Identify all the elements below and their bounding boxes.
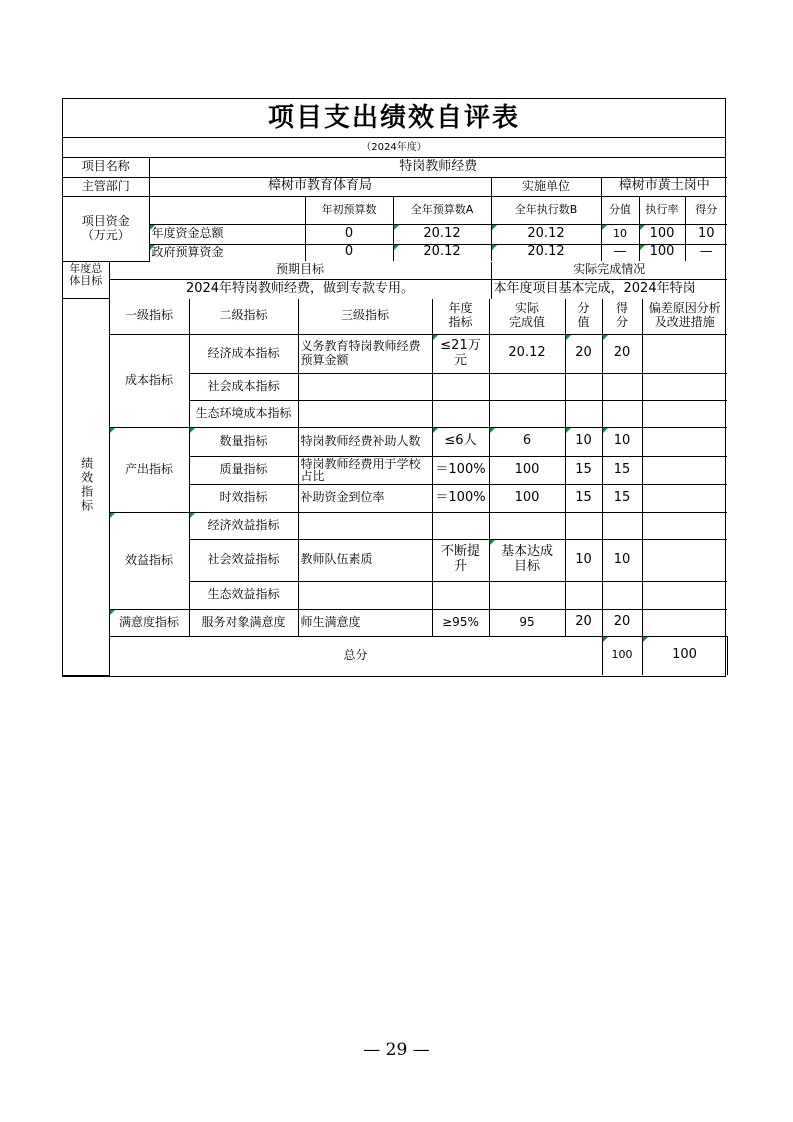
level1-benefit: 效益指标 bbox=[109, 512, 189, 609]
fund-row-gov-score-value: — bbox=[601, 244, 639, 261]
level2-satisfaction: 服务对象满意度 bbox=[189, 609, 298, 636]
actual-econ-cost: 20.12 bbox=[489, 334, 565, 373]
level2-eco-cost: 生态环境成本指标 bbox=[189, 400, 298, 427]
deviation-econ-cost bbox=[642, 334, 727, 373]
deviation-timeliness bbox=[642, 484, 727, 512]
evaluation-sheet bbox=[62, 98, 726, 677]
value-timeliness: 15 bbox=[565, 484, 602, 512]
l3-satisfaction: 师生满意度 bbox=[298, 609, 432, 636]
page-number: — 29 — bbox=[363, 1040, 430, 1060]
value-social-benefit: 10 bbox=[565, 539, 602, 581]
perf-header-l2: 二级指标 bbox=[189, 299, 298, 334]
target-social-benefit: 不断提升 bbox=[432, 539, 489, 581]
l3-econ-cost: 义务教育特岗教师经费预算金额 bbox=[298, 334, 432, 373]
expected-goal-label: 预期目标 bbox=[109, 262, 491, 280]
fund-row-total-rate: 100 bbox=[639, 224, 685, 244]
level1-satisfaction: 满意度指标 bbox=[109, 609, 189, 636]
total-label: 总分 bbox=[109, 636, 602, 675]
level2-social-benefit: 社会效益指标 bbox=[189, 539, 298, 581]
deviation-satisfaction bbox=[642, 609, 727, 636]
value-econ-cost: 20 bbox=[565, 334, 602, 373]
project-name-value: 特岗教师经费 bbox=[149, 158, 727, 177]
perf-header-actual: 实际 完成值 bbox=[489, 299, 565, 334]
score-timeliness: 15 bbox=[602, 484, 642, 512]
dept-value: 樟树市教育体育局 bbox=[149, 177, 491, 196]
level1-cost: 成本指标 bbox=[109, 334, 189, 427]
fund-row-gov-executed: 20.12 bbox=[491, 244, 601, 261]
score-econ-cost: 20 bbox=[602, 334, 642, 373]
dept-label: 主管部门 bbox=[63, 177, 149, 196]
score-quality: 15 bbox=[602, 456, 642, 484]
fund-header-annual: 全年预算数A bbox=[393, 196, 491, 224]
target-timeliness: ＝100% bbox=[432, 484, 489, 512]
fund-row-gov-score: — bbox=[685, 244, 727, 261]
perf-label: 绩效指标 bbox=[79, 456, 94, 513]
fund-row-gov-rate: 100 bbox=[639, 244, 685, 261]
l3-eco-cost bbox=[298, 400, 432, 427]
fund-row-gov-annual: 20.12 bbox=[393, 244, 491, 261]
perf-header-l1: 一级指标 bbox=[109, 299, 189, 334]
target-econ-cost: ≤21万元 bbox=[432, 334, 489, 373]
impl-value: 樟树市黄土岗中 bbox=[601, 177, 727, 196]
score-satisfaction: 20 bbox=[602, 609, 642, 636]
actual-value: 本年度项目基本完成，2024年特岗 bbox=[491, 280, 727, 299]
target-quantity: ≤6人 bbox=[432, 427, 489, 456]
level2-quality: 质量指标 bbox=[189, 456, 298, 484]
level2-timeliness: 时效指标 bbox=[189, 484, 298, 512]
fund-header-initial: 年初预算数 bbox=[305, 196, 393, 224]
level1-output: 产出指标 bbox=[109, 427, 189, 512]
perf-label-cell bbox=[63, 299, 109, 675]
perf-header-value: 分 值 bbox=[565, 299, 602, 334]
actual-label: 实际完成情况 bbox=[491, 262, 727, 280]
goal-table bbox=[63, 262, 727, 300]
l3-eco-benefit bbox=[298, 581, 432, 609]
actual-quantity: 6 bbox=[489, 427, 565, 456]
perf-header-deviation: 偏差原因分析 及改进措施 bbox=[642, 299, 727, 334]
fund-row-gov-label: 政府预算资金 bbox=[149, 244, 305, 261]
page-title: 项目支出绩效自评表 bbox=[63, 99, 725, 138]
fund-row-gov-initial: 0 bbox=[305, 244, 393, 261]
value-quantity: 10 bbox=[565, 427, 602, 456]
l3-social-cost bbox=[298, 373, 432, 400]
fund-header-blank bbox=[149, 196, 305, 224]
perf-header-target: 年度 指标 bbox=[432, 299, 489, 334]
level2-econ-benefit: 经济效益指标 bbox=[189, 512, 298, 539]
actual-satisfaction: 95 bbox=[489, 609, 565, 636]
expected-goal-value: 2024年特岗教师经费，做到专款专用。 bbox=[109, 280, 491, 299]
level2-econ-cost: 经济成本指标 bbox=[189, 334, 298, 373]
deviation-quantity bbox=[642, 427, 727, 456]
l3-econ-benefit bbox=[298, 512, 432, 539]
fund-header-score: 得分 bbox=[685, 196, 727, 224]
project-info-table bbox=[63, 158, 727, 262]
fund-header-executed: 全年执行数B bbox=[491, 196, 601, 224]
actual-timeliness: 100 bbox=[489, 484, 565, 512]
l3-quality: 特岗教师经费用于学校占比 bbox=[298, 456, 432, 484]
fund-label: 项目资金 （万元） bbox=[63, 196, 149, 261]
total-value: 100 bbox=[602, 636, 642, 675]
value-quality: 15 bbox=[565, 456, 602, 484]
actual-social-benefit: 基本达成目标 bbox=[489, 539, 565, 581]
year-label: （2024年度） bbox=[63, 138, 725, 158]
performance-table bbox=[63, 299, 727, 676]
score-quantity: 10 bbox=[602, 427, 642, 456]
perf-header-l3: 三级指标 bbox=[298, 299, 432, 334]
level2-quantity: 数量指标 bbox=[189, 427, 298, 456]
score-social-benefit: 10 bbox=[602, 539, 642, 581]
fund-row-total-initial: 0 bbox=[305, 224, 393, 244]
impl-label: 实施单位 bbox=[491, 177, 601, 196]
fund-header-rate: 执行率 bbox=[639, 196, 685, 224]
fund-row-total-annual: 20.12 bbox=[393, 224, 491, 244]
level2-eco-benefit: 生态效益指标 bbox=[189, 581, 298, 609]
l3-quantity: 特岗教师经费补助人数 bbox=[298, 427, 432, 456]
fund-row-total-executed: 20.12 bbox=[491, 224, 601, 244]
deviation-social-benefit bbox=[642, 539, 727, 581]
actual-quality: 100 bbox=[489, 456, 565, 484]
fund-row-total-score: 10 bbox=[685, 224, 727, 244]
value-satisfaction: 20 bbox=[565, 609, 602, 636]
level2-social-cost: 社会成本指标 bbox=[189, 373, 298, 400]
target-quality: ＝100% bbox=[432, 456, 489, 484]
fund-header-score-value: 分值 bbox=[601, 196, 639, 224]
goal-label: 年度总体目标 bbox=[63, 262, 109, 299]
l3-social-benefit: 教师队伍素质 bbox=[298, 539, 432, 581]
perf-header-score: 得 分 bbox=[602, 299, 642, 334]
fund-row-total-label: 年度资金总额 bbox=[149, 224, 305, 244]
project-name-label: 项目名称 bbox=[63, 158, 149, 177]
deviation-quality bbox=[642, 456, 727, 484]
fund-row-total-score-value: 10 bbox=[601, 224, 639, 244]
l3-timeliness: 补助资金到位率 bbox=[298, 484, 432, 512]
total-score: 100 bbox=[642, 636, 727, 675]
target-satisfaction: ≥95% bbox=[432, 609, 489, 636]
